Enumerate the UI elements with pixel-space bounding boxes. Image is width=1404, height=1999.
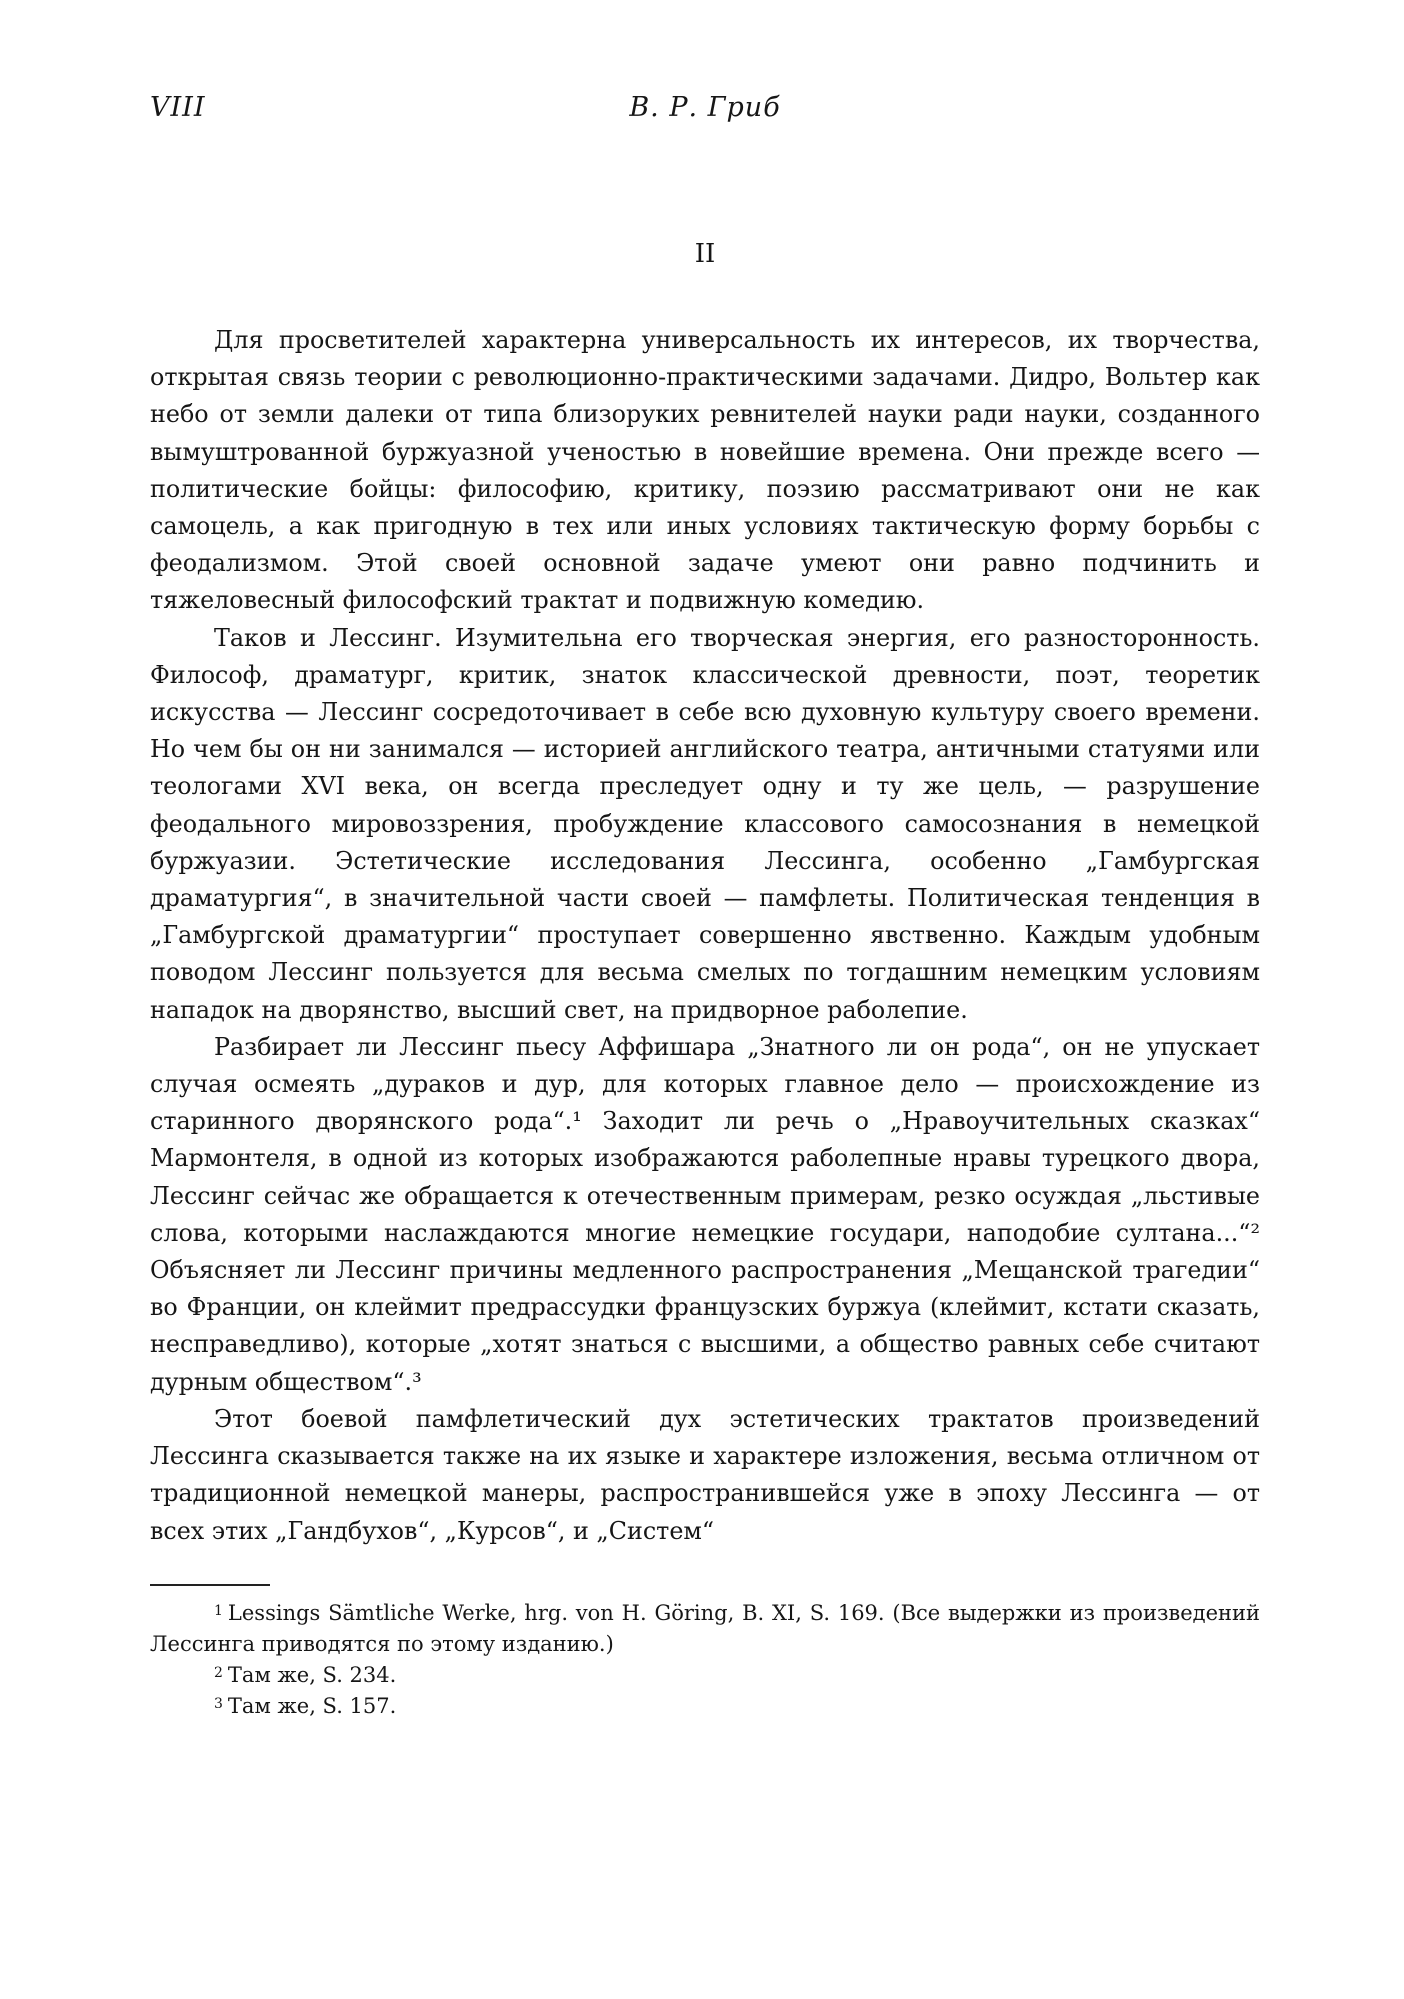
footnote-text: Lessings Sämtliche Werke, hrg. von H. Göring, B. XI, S. 169. (Все выдержки из произведений Лессинга приводятся по этому изданию.): [150, 1600, 1260, 1656]
footnote-mark: 3: [214, 1695, 223, 1712]
paragraph: Разбирает ли Лессинг пьесу Аффишара „Знатного ли он рода“, он не упускает случая осмеять „дураков и дур, для которых главное дело — происхождение из старинного дворянского рода“.¹ Заходит ли речь о „Нравоучительных сказках“ Мармонтеля, в одной из которых изображаются раболепные нравы турецкого двора, Лессинг сейчас же обращается к отечественным примерам, резко осуждая „льстивые слова, которыми наслаждаются многие немецкие государи, наподобие султана...“² Объясняет ли Лессинг причины медленного распространения „Мещанской трагедии“ во Франции, он клеймит предрассудки французских буржуа (клеймит, кстати сказать, несправедливо), которые „хотят знаться с высшими, а общество равных себе считают дурным обществом“.³: [150, 1032, 1260, 1396]
footnote-divider: [150, 1584, 270, 1586]
running-title: В. Р. Гриб: [629, 92, 781, 123]
footnote: [150, 1660, 1260, 1691]
footnote-mark: 2: [214, 1664, 223, 1681]
footnote-text: Там же, S. 234.: [227, 1662, 397, 1687]
footnote-text: Там же, S. 157.: [227, 1693, 397, 1718]
page-number: VIII: [150, 92, 206, 123]
section-numeral: II: [694, 239, 716, 269]
footnote-mark: 1: [214, 1602, 223, 1619]
paragraph: Для просветителей характерна универсальность их интересов, их творчества, открытая связь теории с революционно-практическими задачами. Дидро, Вольтер как небо от земли далеки от типа близоруких ревнителей науки ради науки, созданного вымуштрованной буржуазной ученостью в новейшие времена. Они прежде всего — политические бойцы: философию, критику, поэзию рассматривают они не как самоцель, а как пригодную в тех или иных условиях тактическую форму борьбы с феодализмом. Этой своей основной задаче умеют они равно подчинить и тяжеловесный философский трактат и подвижную комедию.: [150, 326, 1260, 615]
footnote: [150, 1691, 1260, 1722]
paragraph: Этот боевой памфлетический дух эстетических трактатов произведений Лессинга сказывается также на их языке и характере изложения, весьма отличном от традиционной немецкой манеры, распространившейся уже в эпоху Лессинга — от всех этих „Гандбухов“, „Курсов“, и „Систем“: [150, 1404, 1260, 1545]
footnote: [150, 1598, 1260, 1660]
footnotes: [150, 1598, 1260, 1722]
running-head: [150, 92, 1260, 132]
document-page: [150, 92, 1260, 1722]
body-text: [150, 322, 1260, 1550]
paragraph: Таков и Лессинг. Изумительна его творческая энергия, его разносторонность. Философ, драматург, критик, знаток классической древности, поэт, теоретик искусства — Лессинг сосредоточивает в себе всю духовную культуру своего времени. Но чем бы он ни занимался — историей английского театра, античными статуями или теологами XVI века, он всегда преследует одну и ту же цель, — разрушение феодального мировоззрения, пробуждение классового самосознания в немецкой буржуазии. Эстетические исследования Лессинга, особенно „Гамбургская драматургия“, в значительной части своей — памфлеты. Политическая тенденция в „Гамбургской драматургии“ проступает совершенно явственно. Каждым удобным поводом Лессинг пользуется для весьма смелых по тогдашним немецким условиям нападок на дворянство, высший свет, на придворное раболепие.: [150, 623, 1260, 1024]
